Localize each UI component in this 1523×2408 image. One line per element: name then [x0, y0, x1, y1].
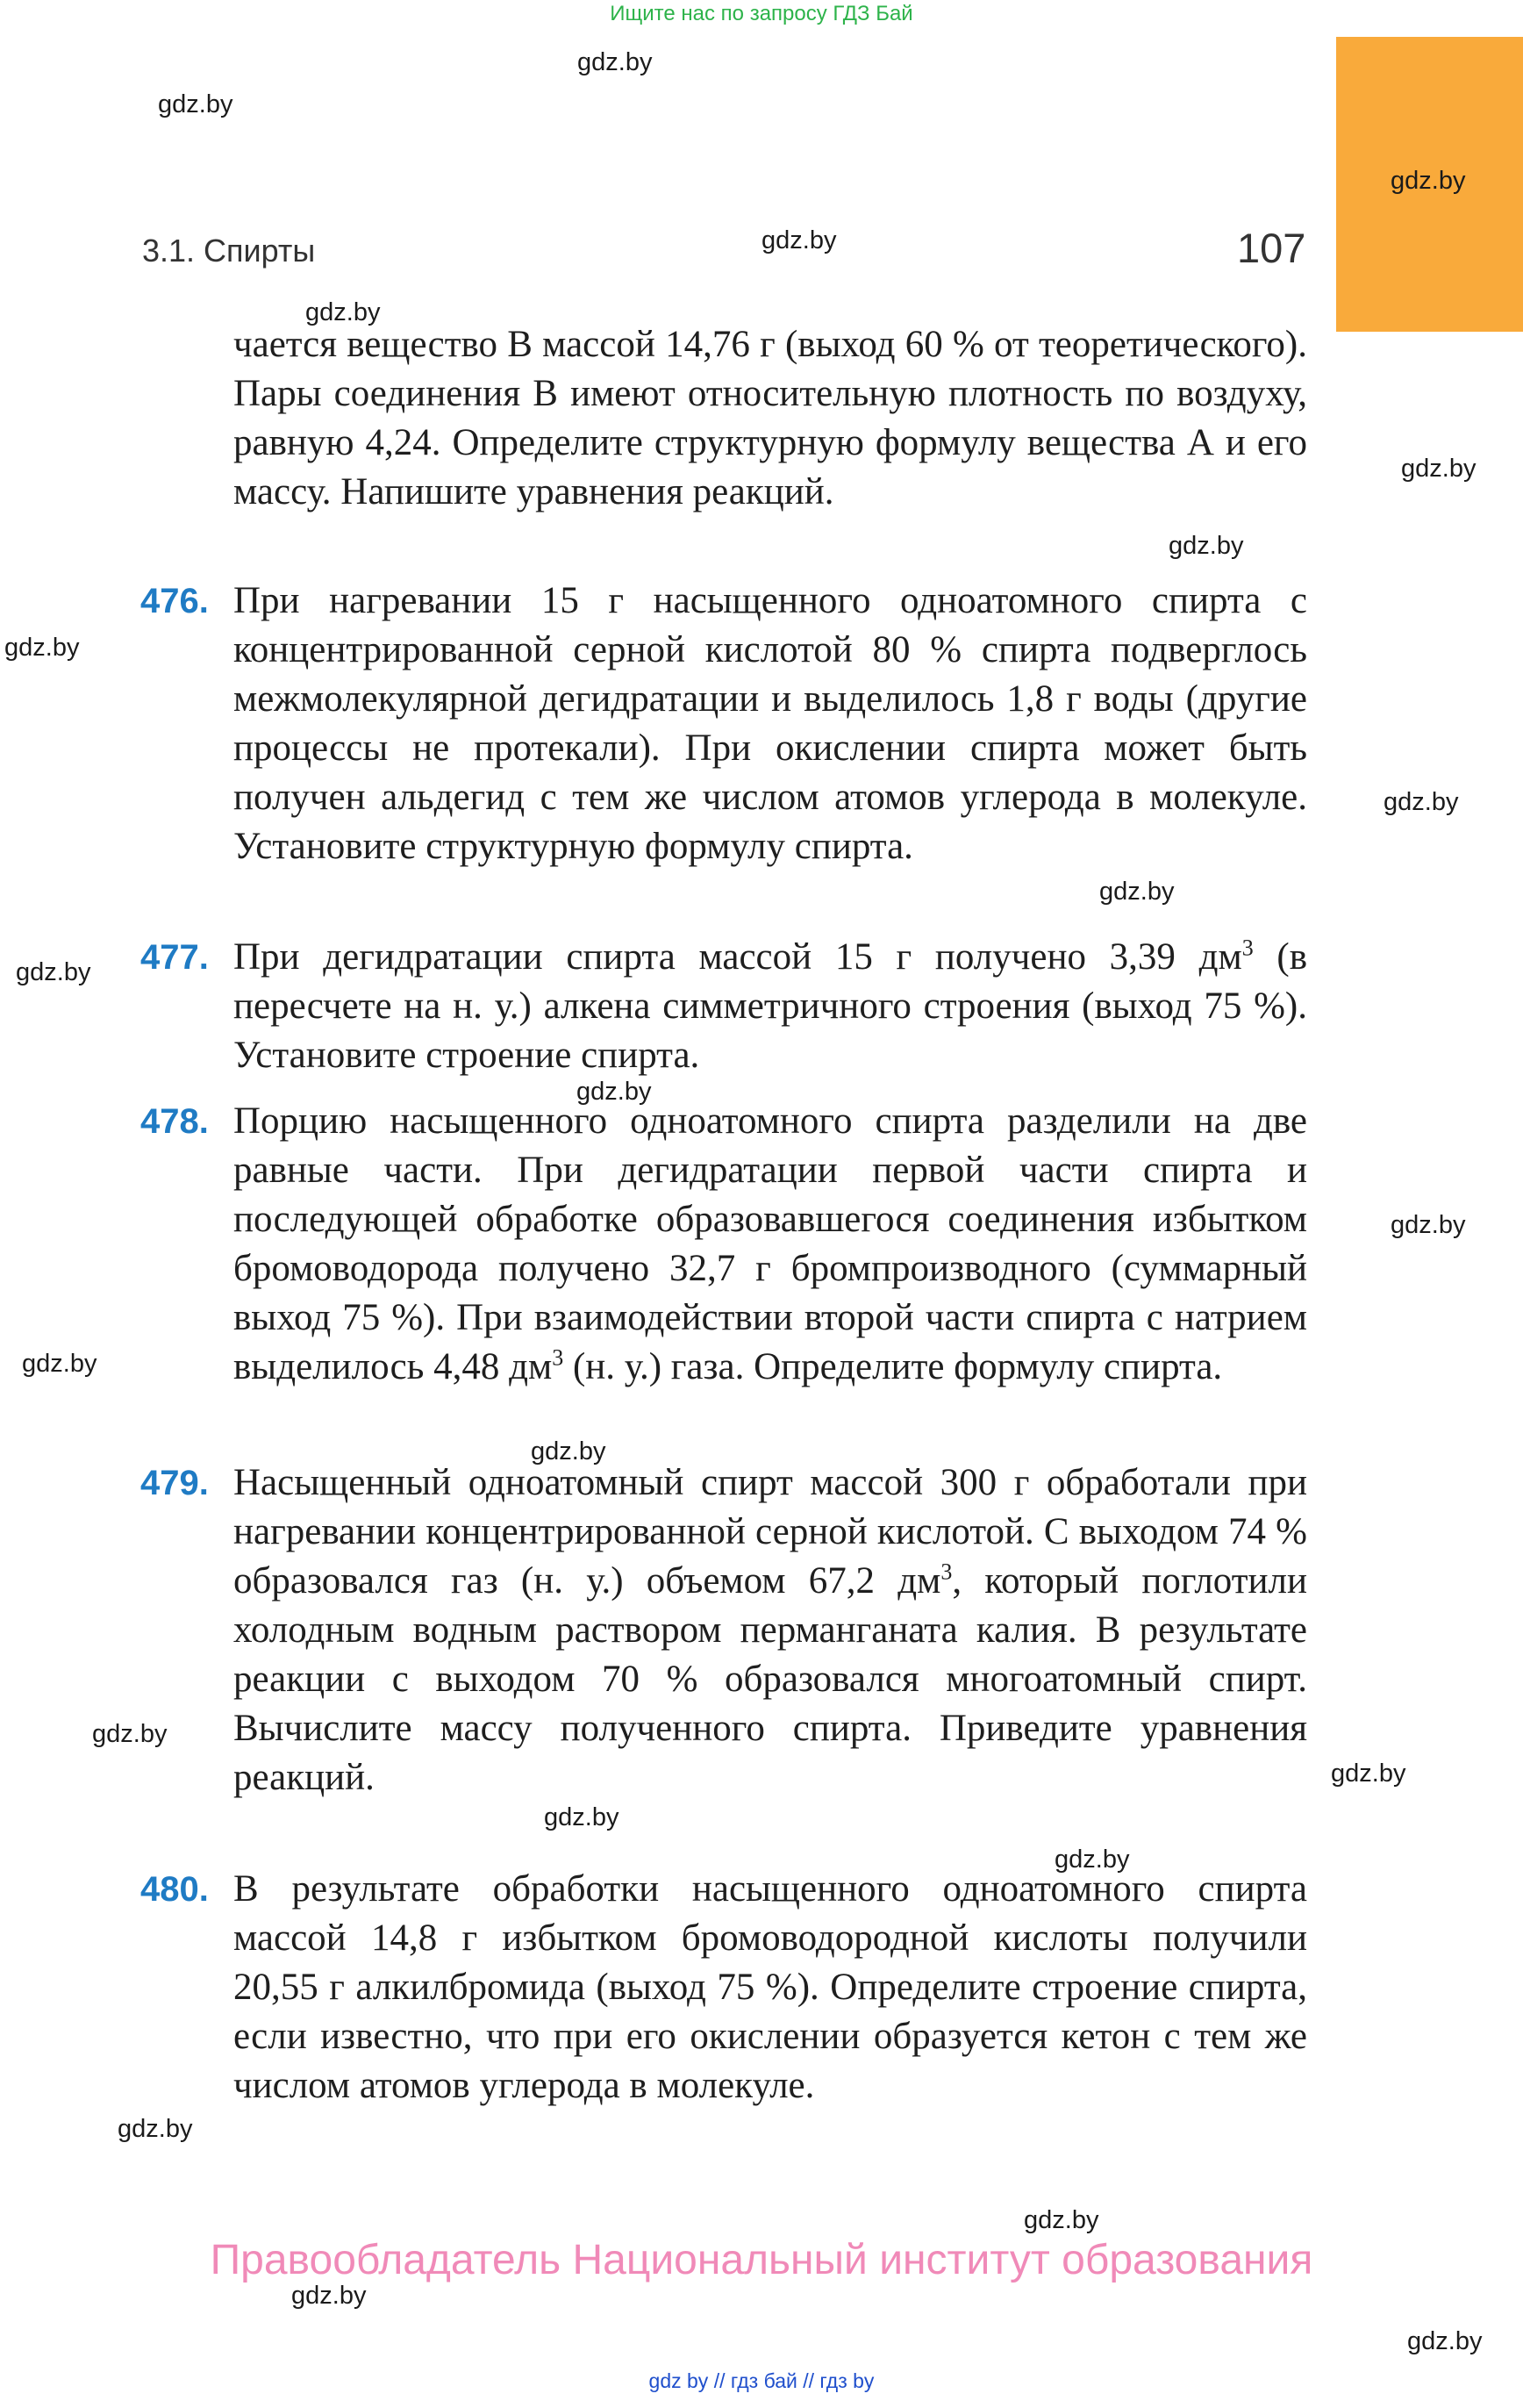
problem-number: 478.: [140, 1102, 209, 1141]
watermark: gdz.by: [4, 634, 80, 662]
watermark: gdz.by: [762, 226, 837, 254]
watermark: gdz.by: [531, 1437, 606, 1466]
watermark: gdz.by: [92, 1720, 168, 1748]
problem-476: [140, 577, 1307, 871]
watermark: gdz.by: [1169, 532, 1244, 560]
problem-478: [140, 1097, 1307, 1392]
watermark: gdz.by: [1024, 2206, 1099, 2234]
watermark: gdz.by: [1331, 1759, 1406, 1788]
watermark: gdz.by: [16, 958, 91, 986]
copyright-footer: Правообладатель Национальный институт образования: [210, 2237, 1313, 2283]
watermark: gdz.by: [1099, 878, 1175, 906]
page-number: 107: [1237, 225, 1306, 271]
watermark: gdz.by: [1391, 1211, 1466, 1239]
watermark: gdz.by: [1055, 1845, 1130, 1874]
watermark: gdz.by: [305, 298, 381, 326]
watermark: gdz.by: [22, 1350, 97, 1378]
watermark: gdz.by: [1391, 167, 1466, 195]
watermark: gdz.by: [1401, 455, 1477, 483]
top-banner[interactable]: Ищите нас по запросу ГДЗ Бай: [610, 2, 913, 25]
problem-text: Насыщенный одноатомный спирт массой 300 г обработали при нагревании концентрированной серной кислотой. С выходом 74 % образовался газ (н. у.) объемом 67,2 $дм^3$, который поглотили холодным водным раствором перманганата калия. В результате реакции с выходом 70 % образовался многоатомный спирт. Вычислите массу полученного спирта. Приведите уравнения реакций.: [233, 1462, 1307, 1798]
watermark: gdz.by: [158, 90, 233, 118]
bottom-banner[interactable]: gdz by // гдз бай // гдз by: [648, 2369, 875, 2392]
watermark: gdz.by: [576, 1078, 652, 1106]
problem-480: [140, 1865, 1307, 2111]
problem-text: Порцию насыщенного одноатомного спирта разделили на две равные части. При дегидратации первой части спирта и последующей обработке образовавшегося соединения избытком бромоводорода получено 32,7 г бромпроизводного (суммарный выход 75 %). При взаимодействии второй части спирта с натрием выделилось 4,48 $дм^3$ (н. у.) газа. Определите формулу спирта.: [233, 1100, 1307, 1387]
problem-477: [140, 933, 1307, 1080]
watermark: gdz.by: [291, 2282, 367, 2310]
watermark: gdz.by: [1407, 2327, 1483, 2355]
problem-text: При нагревании 15 г насыщенного одноатомного спирта с концентрированной серной кислотой 80 % спирта подверглось межмолекулярной дегидратации и выделилось 1,8 г воды (другие процессы не протекали). При окислении спирта может быть получен альдегид с тем же числом атомов углерода в молекуле. Установите структурную формулу спирта.: [233, 580, 1307, 867]
problem-479: [140, 1458, 1307, 1802]
problem-text: В результате обработки насыщенного одноатомного спирта массой 14,8 г избытком бромоводородной кислоты получили 20,55 г алкилбромида (выход 75 %). Определите строение спирта, если известно, что при его окислении образуется кетон с тем же числом атомов углерода в молекуле.: [233, 1868, 1307, 2106]
problem-number: 476.: [140, 582, 209, 620]
continuation-paragraph: чается вещество В массой 14,76 г (выход 60 % от теоретического). Пары соединения В имеют относительную плотность по воздуху, равную 4,24. Определите структурную формулу вещества А и его массу. Напишите уравнения реакций.: [233, 324, 1307, 512]
watermark: gdz.by: [118, 2115, 193, 2143]
problem-text: При дегидратации спирта массой 15 г получено 3,39 $дм^3$ (в пересчете на н. у.) алкена симметричного строения (выход 75 %). Установите строение спирта.: [233, 935, 1307, 1076]
watermark: gdz.by: [544, 1803, 619, 1831]
problem-number: 480.: [140, 1870, 209, 1909]
problem-number: 479.: [140, 1464, 209, 1502]
watermark: gdz.by: [577, 48, 653, 76]
problem-number: 477.: [140, 938, 209, 977]
section-header: 3.1. Спирты: [142, 233, 316, 269]
watermark: gdz.by: [1384, 788, 1459, 816]
